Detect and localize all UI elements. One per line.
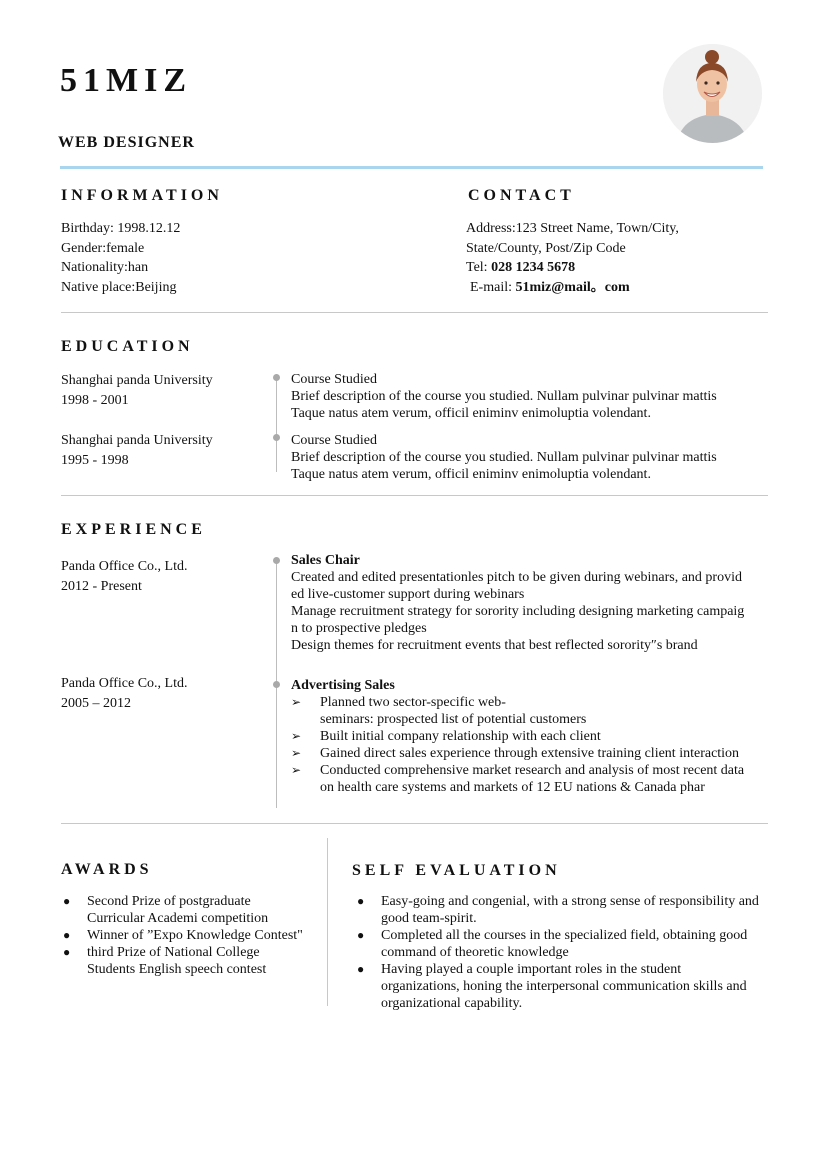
course-description: Taque natus atem verum, officil eniminv enimoluptia volendant. bbox=[291, 406, 651, 421]
list-item bbox=[355, 927, 795, 961]
list-item bbox=[291, 728, 744, 745]
phone-line bbox=[466, 258, 679, 278]
education-entry-1-meta bbox=[61, 371, 213, 410]
course-title: Course Studied bbox=[291, 433, 377, 448]
evaluation-text: command of theoretic knowledge bbox=[381, 945, 569, 960]
gender-line: Gender:female bbox=[61, 240, 145, 256]
evaluation-text: Completed all the courses in the specialized field, obtaining good bbox=[381, 928, 748, 943]
company-name: Panda Office Co., Ltd. bbox=[61, 676, 188, 691]
education-entry-2-details bbox=[291, 432, 717, 483]
timeline-dot bbox=[273, 681, 280, 688]
self-evaluation-heading: SELF EVALUATION bbox=[352, 862, 561, 879]
experience-entry-2-details bbox=[291, 677, 744, 796]
bullet-icon: ● bbox=[357, 962, 365, 976]
list-item bbox=[355, 961, 795, 1012]
company-name: Panda Office Co., Ltd. bbox=[61, 559, 188, 574]
bullet-icon: ● bbox=[357, 894, 365, 908]
duty-line: Design themes for recruitment events that best reflected sorority″s brand bbox=[291, 638, 698, 653]
evaluation-text: organizations, honing the interpersonal communication skills and bbox=[381, 979, 747, 994]
awards-heading: AWARDS bbox=[61, 861, 153, 878]
list-item-text: Built initial company relationship with each client bbox=[320, 729, 601, 744]
experience-entry-1-details bbox=[291, 552, 744, 654]
nationality-line: Nationality:han bbox=[61, 260, 149, 275]
arrow-bullet-icon: ➢ bbox=[291, 746, 302, 760]
divider-after-experience bbox=[61, 823, 768, 824]
information-list bbox=[61, 219, 180, 297]
achievement-list bbox=[291, 694, 744, 796]
arrow-bullet-icon: ➢ bbox=[291, 729, 302, 743]
avatar-illustration bbox=[663, 44, 762, 143]
bullet-icon: ● bbox=[63, 928, 71, 942]
role-title: Advertising Sales bbox=[291, 678, 395, 693]
contact-heading: CONTACT bbox=[468, 187, 575, 204]
list-item bbox=[291, 694, 744, 728]
divider-after-contact bbox=[61, 312, 768, 313]
list-item bbox=[291, 762, 744, 796]
evaluation-text: good team-spirit. bbox=[381, 911, 477, 926]
address-line-1: Address:123 Street Name, Town/City, bbox=[466, 221, 679, 236]
award-text: Curricular Academi competition bbox=[87, 911, 269, 926]
email-line bbox=[466, 278, 679, 298]
experience-entry-1-meta bbox=[61, 557, 188, 596]
bullet-icon: ● bbox=[63, 945, 71, 959]
education-heading: EDUCATION bbox=[61, 338, 194, 355]
course-description: Brief description of the course you studied. Nullam pulvinar pulvinar mattis bbox=[291, 389, 717, 404]
list-item-text: Planned two sector-specific web- bbox=[320, 695, 506, 710]
duty-line: n to prospective pledges bbox=[291, 621, 427, 636]
course-title: Course Studied bbox=[291, 372, 377, 387]
email-address: 51miz@mail。com bbox=[515, 279, 630, 295]
list-item-text: seminars: prospected list of potential customers bbox=[320, 712, 587, 727]
list-item bbox=[61, 927, 323, 944]
role-title: Sales Chair bbox=[291, 553, 360, 568]
school-years: 1995 - 1998 bbox=[61, 452, 129, 468]
awards-list bbox=[61, 893, 323, 978]
list-item bbox=[355, 893, 795, 927]
arrow-bullet-icon: ➢ bbox=[291, 695, 302, 709]
education-entry-1-details bbox=[291, 371, 717, 422]
phone-label: Tel: bbox=[466, 260, 492, 275]
list-item bbox=[291, 745, 744, 762]
list-item-text: on health care systems and markets of 12 EU nations & Canada phar bbox=[320, 780, 705, 795]
employment-years: 2012 - Present bbox=[61, 578, 142, 594]
resume-name: 51MIZ bbox=[60, 62, 192, 99]
phone-number: 028 1234 5678 bbox=[491, 260, 576, 275]
evaluation-text: Having played a couple important roles in the student bbox=[381, 962, 682, 977]
education-timeline bbox=[276, 374, 277, 472]
address-line-2: State/County, Post/Zip Code bbox=[466, 240, 626, 256]
duty-line: ed live-customer support during webinars bbox=[291, 587, 525, 602]
award-text: Winner of ”Expo Knowledge Contest" bbox=[87, 928, 303, 943]
school-name: Shanghai panda University bbox=[61, 433, 213, 448]
school-name: Shanghai panda University bbox=[61, 373, 213, 388]
list-item bbox=[61, 893, 323, 927]
course-description: Taque natus atem verum, officil eniminv enimoluptia volendant. bbox=[291, 467, 651, 482]
award-text: Second Prize of postgraduate bbox=[87, 894, 251, 909]
bullet-icon: ● bbox=[63, 894, 71, 908]
employment-years: 2005 – 2012 bbox=[61, 695, 131, 711]
column-divider bbox=[327, 838, 328, 1006]
divider-after-education bbox=[61, 495, 768, 496]
experience-heading: EXPERIENCE bbox=[61, 521, 206, 538]
list-item-text: Gained direct sales experience through extensive training client interaction bbox=[320, 746, 740, 761]
award-text: third Prize of National College bbox=[87, 945, 260, 960]
evaluation-text: organizational capability. bbox=[381, 996, 523, 1011]
self-evaluation-list bbox=[355, 893, 795, 1012]
list-item bbox=[61, 944, 323, 978]
job-title: WEB DESIGNER bbox=[58, 134, 195, 151]
duty-line: Created and edited presentationles pitch to be given during webinars, and provid bbox=[291, 570, 742, 585]
native-place-line: Native place:Beijing bbox=[61, 279, 177, 295]
course-description: Brief description of the course you studied. Nullam pulvinar pulvinar mattis bbox=[291, 450, 717, 465]
information-heading: INFORMATION bbox=[61, 187, 223, 204]
experience-entry-2-meta bbox=[61, 674, 188, 713]
timeline-dot bbox=[273, 374, 280, 381]
award-text: Students English speech contest bbox=[87, 962, 267, 977]
profile-photo bbox=[663, 44, 762, 143]
school-years: 1998 - 2001 bbox=[61, 392, 129, 408]
evaluation-text: Easy-going and congenial, with a strong sense of responsibility and bbox=[381, 894, 759, 909]
arrow-bullet-icon: ➢ bbox=[291, 763, 302, 777]
email-label: E-mail: bbox=[470, 279, 516, 295]
contact-list bbox=[466, 219, 679, 297]
birthday-line: Birthday: 1998.12.12 bbox=[61, 221, 181, 236]
header-divider bbox=[60, 166, 763, 169]
list-item-text: Conducted comprehensive market research and analysis of most recent data bbox=[320, 763, 745, 778]
bullet-icon: ● bbox=[357, 928, 365, 942]
duty-line: Manage recruitment strategy for sorority including designing marketing campaig bbox=[291, 604, 745, 619]
timeline-dot bbox=[273, 434, 280, 441]
timeline-dot bbox=[273, 557, 280, 564]
education-entry-2-meta bbox=[61, 431, 213, 470]
